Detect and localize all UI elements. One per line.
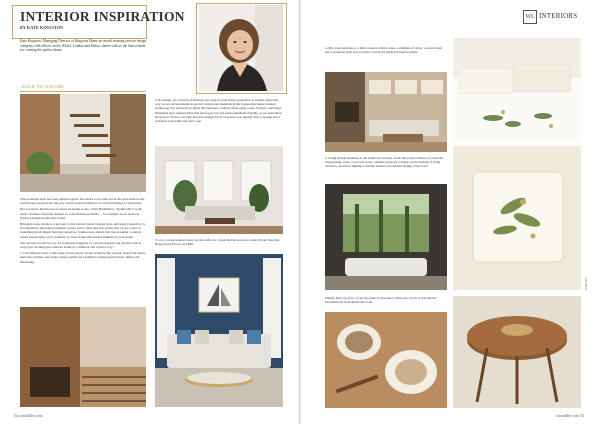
eclectic-room-illustration bbox=[325, 72, 447, 152]
magazine-logo: WL bbox=[523, 10, 537, 24]
left-page-number: 54 wirrallife.com bbox=[14, 413, 42, 418]
staircase-illustration bbox=[20, 94, 146, 192]
bowls-photo bbox=[325, 312, 447, 408]
staircase-photo bbox=[20, 94, 146, 192]
paragraph: 1. Use different tones of the same colour palette. Green would be the 'natural' choice but nature embodies all hues and using a desert palette for example is unexpected in these climes and interesting. bbox=[20, 251, 146, 264]
bathroom-illustration bbox=[325, 184, 447, 290]
section-heading: BACK TO NATURE bbox=[22, 84, 65, 89]
right-page bbox=[301, 0, 600, 424]
botanical-bedding-photo bbox=[453, 38, 581, 142]
left-page bbox=[0, 0, 299, 424]
tip-five-text: 5. Using natural elements in the bathroom can help create the perfect balance of calm and invigorating, stone, wood and water combine perfectly to magic up the feeling of being outdoors, use blood lighting to further enhance the desired feeling of the bow! bbox=[325, 156, 444, 169]
bowls-illustration bbox=[325, 312, 447, 408]
page-title: INTERIOR INSPIRATION bbox=[20, 9, 185, 24]
wood-interior-illustration bbox=[20, 307, 146, 407]
byline: BY KATE KINGSTON bbox=[20, 25, 64, 30]
left-column-text bbox=[20, 197, 146, 266]
paragraph: This perennial style has been updated again! The desire to be outdoors in the great indoors has reached epic proportions and you can find nature influence on soft furnishings to wardrobes. bbox=[20, 197, 145, 206]
eclectic-room-photo bbox=[325, 72, 447, 152]
middle-column-text: 2. Rookeign, the creation of furniture and objects from living organisms, is another important way we see advancements in product design and materials in the foreseeable future. Indeed, technology has advanced so much that furniture could be made using waste, bacteria, and fungi. Designers have explored that this trend goes beyond environmentally-friendly, as we learn more about how science can truly innovate design. Don't be scared, you already have a sponge and a loofah in your bathroom don't you! bbox=[155, 98, 282, 124]
bedding-illustration bbox=[453, 38, 581, 142]
paragraph: Did you know that the use of nature in design is also called Biomimicry. Technically it is the study of nature, inspiring designs, to solve human problems… for example, hook and loop (Velcro) designed after burr hooks. bbox=[20, 207, 143, 220]
cushion-photo bbox=[453, 146, 581, 290]
table-illustration bbox=[453, 296, 581, 408]
bathroom-photo bbox=[325, 184, 447, 290]
photo-credit: ROKLIFE bbox=[584, 277, 588, 290]
portrait-frame bbox=[196, 3, 287, 94]
right-page-number: wirrallife.com 55 bbox=[556, 413, 584, 418]
tip-four-text: 4. Mix your inspiration- a little leopard, a little rattan, a smidgen of velvet, a potted plant and a botanical print and you have a perfectly balanced natural palette. bbox=[325, 46, 443, 55]
living-room-illustration bbox=[155, 146, 283, 234]
section-name: INTERIORS bbox=[539, 12, 578, 20]
paragraph: The obvious would be to go for botanical wallpaper or a flower inspired rug but let's look at ways you can bring the outdoors inside in a different and creative way! bbox=[20, 240, 142, 250]
accessories-text: Finally, here are a few of our favourite accessories to help ease you in to this interior movement all from amdbome.co.uk bbox=[325, 296, 437, 305]
blue-lounge-photo bbox=[155, 254, 283, 407]
paragraph: Bringing nature inside is a key part to this natural interior design style. Allowing yourself to be surrounded by the natural elements causes you to relax and also realise that we are a part of something much bigger than just ourselves. Studies have shown that just as taking a walk in nature greatly helps your creativity so does living with natural elements in your home. bbox=[20, 222, 146, 239]
wood-interior-photo bbox=[20, 307, 146, 407]
table-photo bbox=[453, 296, 581, 408]
living-room-photo bbox=[155, 146, 283, 234]
intro-text: Kate Kingston, Managing Director of Kingston Home an award winning interior design company with offices on the Wirral, London and Dubai, shares with us the latest trends for creating the perfect home. bbox=[20, 39, 147, 53]
colour-tip-text: 3. Use a strong natural colour on the walls, for a fresh marine look use a dark vibrant blue like Hague from Farrow and Ball. bbox=[155, 238, 280, 247]
cushion-illustration bbox=[453, 146, 581, 290]
blue-lounge-illustration bbox=[155, 254, 283, 407]
